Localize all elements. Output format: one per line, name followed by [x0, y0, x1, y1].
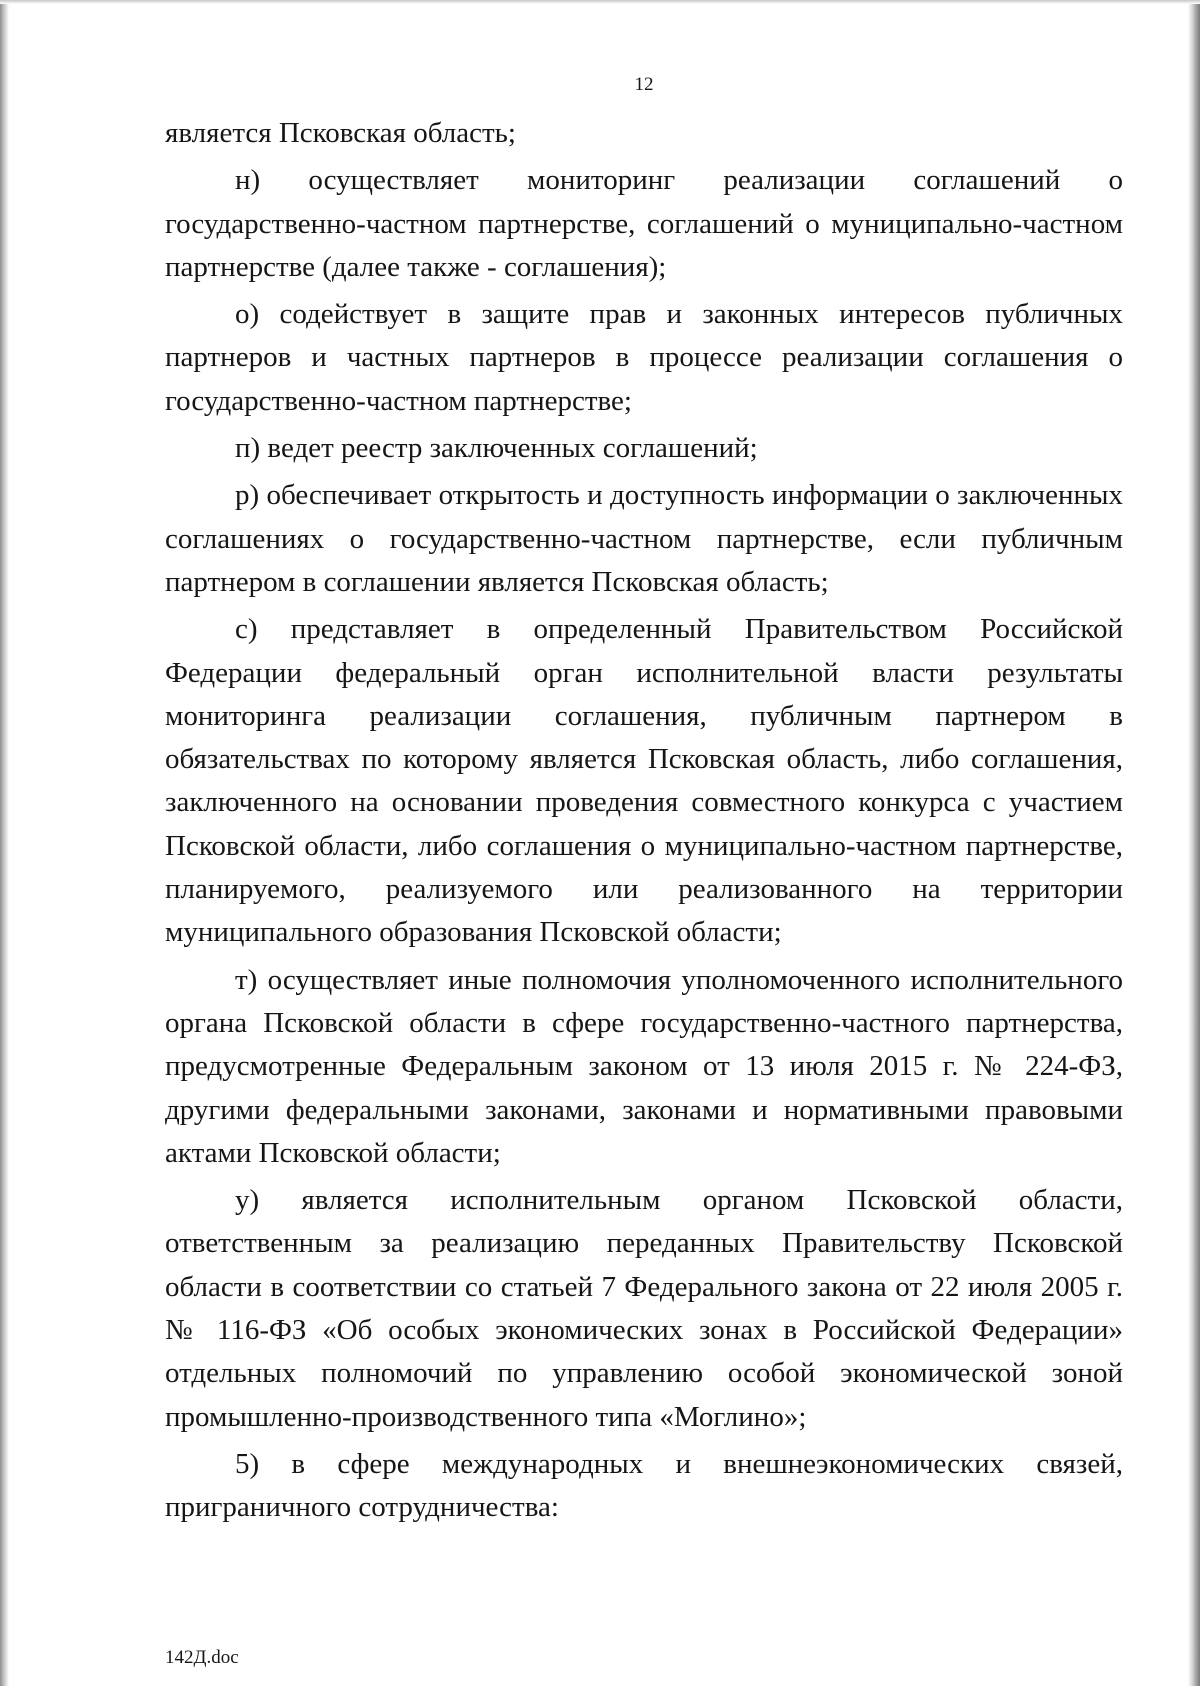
paragraph-u: у) является исполнительным органом Псковской области, ответственным за реализацию переданных Правительству Псковской области в соответствии со статьей 7 Федерального закона от 22 июля 2005 г. № 116-ФЗ «Об особых экономических зонах в Российской Федерации» отдельных полномочий по управлению особой экономической зоной промышленно-производственного типа «Моглино»; [165, 1184, 1123, 1433]
footer-filename: 142Д.doc [165, 1647, 239, 1668]
paragraph-r: р) обеспечивает открытость и доступность информации о заключенных соглашениях о государственно-частном партнерстве, если публичным партнером в соглашении является Псковская область; [165, 479, 1123, 598]
paragraph-t: т) осуществляет иные полномочия уполномоченного исполнительного органа Псковской области в сфере государственно-частного партнерства, предусмотренные Федеральным законом от 13 июля 2015 г. № 224-ФЗ, другими федеральными законами, законами и нормативными правовыми актами Псковской области; [165, 963, 1123, 1169]
paragraph-s: с) представляет в определенный Правительством Российской Федерации федеральный орган исполнительной власти результаты мониторинга реализации соглашения, публичным партнером в обязательствах по которому является Псковская область, либо соглашения, заключенного на основании проведения совместного конкурса с участием Псковской области, либо соглашения о муниципально-частном партнерстве, планируемого, реализуемого или реализованного на территории муниципального образования Псковской области; [165, 613, 1123, 949]
document-body [165, 112, 1123, 1530]
scan-right-edge [1188, 0, 1200, 1686]
scan-top-edge [0, 0, 1200, 4]
paragraph-o: о) содействует в защите прав и законных интересов публичных партнеров и частных партнеров в процессе реализации соглашения о государственно-частном партнерстве; [165, 298, 1123, 417]
scan-left-edge [0, 0, 9, 1686]
paragraph-p: п) ведет реестр заключенных соглашений; [235, 432, 758, 465]
paragraph-n: н) осуществляет мониторинг реализации соглашений о государственно-частном партнерстве, соглашений о муниципально-частном партнерстве (далее также - соглашения); [165, 164, 1123, 283]
paragraph-continuation: является Псковская область; [165, 117, 516, 149]
paragraph-section-5: 5) в сфере международных и внешнеэкономических связей, приграничного сотрудничества: [165, 1447, 1123, 1524]
page-number: 12 [634, 74, 654, 95]
